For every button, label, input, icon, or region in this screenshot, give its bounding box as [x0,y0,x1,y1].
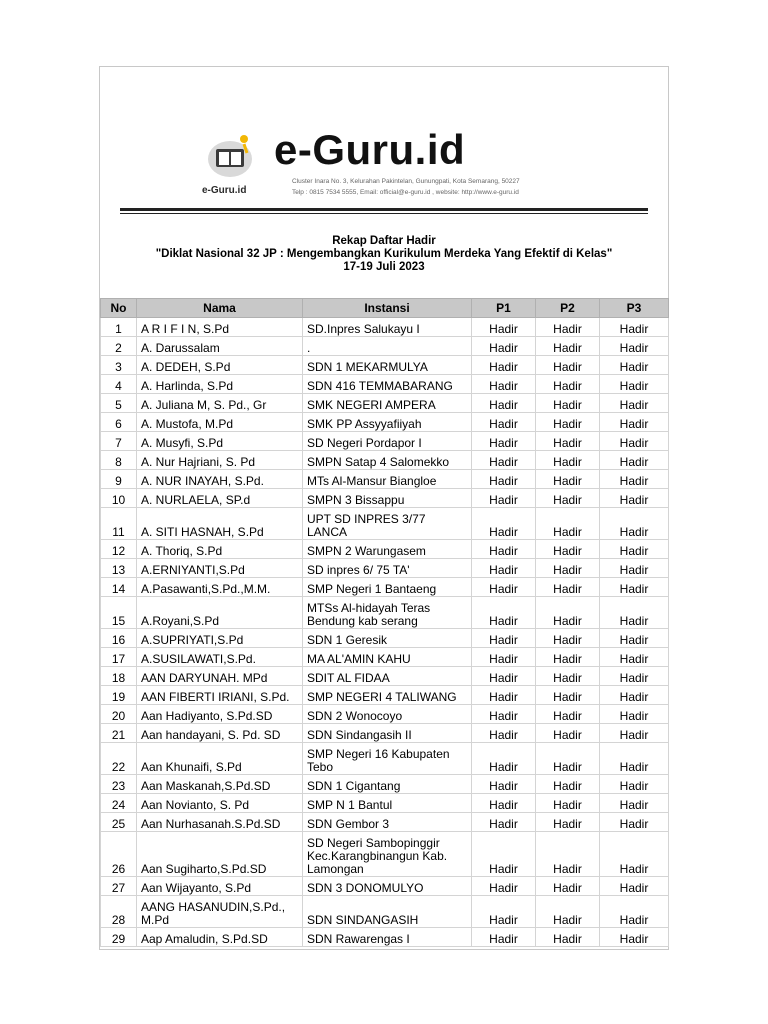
attendance-p3: Hadir [600,470,669,489]
row-number: 4 [101,375,137,394]
teacher-name: A. Musyfi, S.Pd [137,432,303,451]
attendance-p2: Hadir [536,508,600,540]
attendance-p2: Hadir [536,356,600,375]
attendance-p1: Hadir [472,629,536,648]
brand-name: e-Guru.id [274,126,466,173]
table-row [101,578,669,597]
attendance-p3: Hadir [600,743,669,775]
teacher-name: A.ERNIYANTI,S.Pd [137,559,303,578]
teacher-name: Aan Novianto, S. Pd [137,794,303,813]
institution: SMK PP Assyyafiiyah [303,413,472,432]
teacher-name: Aan Wijayanto, S.Pd [137,877,303,896]
table-row [101,540,669,559]
row-number: 10 [101,489,137,508]
row-number: 29 [101,928,137,947]
teacher-name: Aan Khunaifi, S.Pd [137,743,303,775]
table-row [101,705,669,724]
column-header: P2 [536,299,600,318]
teacher-name: A.SUSILAWATI,S.Pd. [137,648,303,667]
row-number: 20 [101,705,137,724]
attendance-p1: Hadir [472,813,536,832]
attendance-p1: Hadir [472,877,536,896]
attendance-p3: Hadir [600,775,669,794]
institution: SD inpres 6/ 75 TA' [303,559,472,578]
row-number: 15 [101,597,137,629]
attendance-p2: Hadir [536,877,600,896]
attendance-p1: Hadir [472,667,536,686]
attendance-p3: Hadir [600,356,669,375]
attendance-p1: Hadir [472,724,536,743]
attendance-p2: Hadir [536,318,600,337]
attendance-p2: Hadir [536,578,600,597]
institution: SMPN 2 Warungasem [303,540,472,559]
attendance-p2: Hadir [536,375,600,394]
attendance-p1: Hadir [472,775,536,794]
teacher-name: A R I F I N, S.Pd [137,318,303,337]
table-row [101,432,669,451]
attendance-p2: Hadir [536,413,600,432]
table-row [101,813,669,832]
attendance-p1: Hadir [472,794,536,813]
table-row [101,451,669,470]
attendance-p1: Hadir [472,394,536,413]
attendance-p1: Hadir [472,686,536,705]
teacher-name: A. Darussalam [137,337,303,356]
row-number: 26 [101,832,137,877]
row-number: 5 [101,394,137,413]
header-rule-thin [120,213,648,214]
institution: UPT SD INPRES 3/77 LANCA [303,508,472,540]
institution: MA AL'AMIN KAHU [303,648,472,667]
attendance-p1: Hadir [472,318,536,337]
table-row [101,318,669,337]
table-row [101,394,669,413]
attendance-p1: Hadir [472,648,536,667]
attendance-p1: Hadir [472,451,536,470]
institution: SDN 1 Cigantang [303,775,472,794]
teacher-name: Aan Maskanah,S.Pd.SD [137,775,303,794]
institution: SDIT AL FIDAA [303,667,472,686]
attendance-p3: Hadir [600,705,669,724]
attendance-sheet [99,66,669,950]
table-header-row [101,299,669,318]
attendance-p2: Hadir [536,540,600,559]
row-number: 9 [101,470,137,489]
row-number: 16 [101,629,137,648]
row-number: 2 [101,337,137,356]
attendance-p3: Hadir [600,597,669,629]
attendance-p3: Hadir [600,451,669,470]
row-number: 13 [101,559,137,578]
table-row [101,508,669,540]
table-body [101,318,669,947]
row-number: 21 [101,724,137,743]
attendance-p1: Hadir [472,489,536,508]
institution: SMP Negeri 1 Bantaeng [303,578,472,597]
attendance-p1: Hadir [472,432,536,451]
table-row [101,775,669,794]
attendance-p1: Hadir [472,896,536,928]
attendance-p1: Hadir [472,705,536,724]
attendance-p3: Hadir [600,896,669,928]
attendance-p3: Hadir [600,629,669,648]
attendance-p1: Hadir [472,540,536,559]
attendance-p1: Hadir [472,743,536,775]
teacher-name: A. Harlinda, S.Pd [137,375,303,394]
attendance-p2: Hadir [536,896,600,928]
row-number: 7 [101,432,137,451]
table-row [101,629,669,648]
teacher-name: AAN DARYUNAH. MPd [137,667,303,686]
attendance-p1: Hadir [472,375,536,394]
institution: MTSs Al-hidayah Teras Bendung kab serang [303,597,472,629]
row-number: 27 [101,877,137,896]
table-row [101,597,669,629]
institution: SMP NEGERI 4 TALIWANG [303,686,472,705]
teacher-name: A.Pasawanti,S.Pd.,M.M. [137,578,303,597]
attendance-p3: Hadir [600,375,669,394]
attendance-p2: Hadir [536,648,600,667]
table-row [101,743,669,775]
attendance-p3: Hadir [600,928,669,947]
table-row [101,667,669,686]
contact-line: Telp : 0815 7534 5555, Email: official@e-guru.id , website: http://www.e-guru.id [292,189,519,196]
attendance-p3: Hadir [600,832,669,877]
report-title [100,235,668,274]
attendance-p2: Hadir [536,394,600,413]
row-number: 14 [101,578,137,597]
attendance-p1: Hadir [472,597,536,629]
teacher-name: A. Nur Hajriani, S. Pd [137,451,303,470]
attendance-p3: Hadir [600,413,669,432]
table-row [101,877,669,896]
teacher-name: A. Thoriq, S.Pd [137,540,303,559]
teacher-name: A. Mustofa, M.Pd [137,413,303,432]
row-number: 24 [101,794,137,813]
institution: SDN 2 Wonocoyo [303,705,472,724]
attendance-p2: Hadir [536,743,600,775]
attendance-p3: Hadir [600,489,669,508]
row-number: 3 [101,356,137,375]
teacher-name: AAN FIBERTI IRIANI, S.Pd. [137,686,303,705]
attendance-p2: Hadir [536,337,600,356]
row-number: 8 [101,451,137,470]
institution: MTs Al-Mansur Biangloe [303,470,472,489]
attendance-p3: Hadir [600,508,669,540]
attendance-p2: Hadir [536,559,600,578]
institution: SMP N 1 Bantul [303,794,472,813]
teacher-name: Aan Sugiharto,S.Pd.SD [137,832,303,877]
institution: SDN Rawarengas I [303,928,472,947]
attendance-p2: Hadir [536,597,600,629]
table-row [101,489,669,508]
attendance-p2: Hadir [536,629,600,648]
teacher-name: AANG HASANUDIN,S.Pd., M.Pd [137,896,303,928]
attendance-p3: Hadir [600,877,669,896]
row-number: 12 [101,540,137,559]
institution: SDN 3 DONOMULYO [303,877,472,896]
teacher-name: Aap Amaludin, S.Pd.SD [137,928,303,947]
teacher-name: A.SUPRIYATI,S.Pd [137,629,303,648]
institution: SDN SINDANGASIH [303,896,472,928]
attendance-p3: Hadir [600,648,669,667]
header-rule-thick [120,208,648,211]
attendance-p3: Hadir [600,667,669,686]
institution: SDN 1 Geresik [303,629,472,648]
title-line-1: Rekap Daftar Hadir [332,235,436,247]
teacher-name: Aan handayani, S. Pd. SD [137,724,303,743]
attendance-p2: Hadir [536,470,600,489]
table-row [101,686,669,705]
table-row [101,832,669,877]
column-header: P3 [600,299,669,318]
institution: SDN 1 MEKARMULYA [303,356,472,375]
attendance-p1: Hadir [472,559,536,578]
table-row [101,724,669,743]
row-number: 1 [101,318,137,337]
attendance-p2: Hadir [536,489,600,508]
row-number: 17 [101,648,137,667]
teacher-name: A.Royani,S.Pd [137,597,303,629]
teacher-name: Aan Nurhasanah.S.Pd.SD [137,813,303,832]
attendance-p3: Hadir [600,540,669,559]
table-row [101,896,669,928]
attendance-p2: Hadir [536,832,600,877]
table-row [101,375,669,394]
institution: SD Negeri Pordapor I [303,432,472,451]
attendance-p2: Hadir [536,775,600,794]
book-logo-icon [206,131,254,181]
institution: SDN Gembor 3 [303,813,472,832]
table-row [101,928,669,947]
attendance-p1: Hadir [472,470,536,489]
table-row [101,470,669,489]
row-number: 22 [101,743,137,775]
attendance-p2: Hadir [536,432,600,451]
institution: . [303,337,472,356]
teacher-name: A. Juliana M, S. Pd., Gr [137,394,303,413]
attendance-p2: Hadir [536,813,600,832]
attendance-p3: Hadir [600,813,669,832]
attendance-p1: Hadir [472,356,536,375]
attendance-p3: Hadir [600,686,669,705]
attendance-p2: Hadir [536,667,600,686]
row-number: 23 [101,775,137,794]
attendance-p3: Hadir [600,724,669,743]
row-number: 6 [101,413,137,432]
attendance-p2: Hadir [536,451,600,470]
column-header: No [101,299,137,318]
attendance-p3: Hadir [600,578,669,597]
letterhead [100,67,668,213]
attendance-p2: Hadir [536,724,600,743]
teacher-name: A. NURLAELA, SP.d [137,489,303,508]
institution: SMPN 3 Bissappu [303,489,472,508]
institution: SMPN Satap 4 Salomekko [303,451,472,470]
teacher-name: A. NUR INAYAH, S.Pd. [137,470,303,489]
address-line: Cluster Inara No. 3, Kelurahan Pakintelan, Gunungpati, Kota Semarang, 50227 [292,178,520,185]
attendance-p3: Hadir [600,432,669,451]
column-header: Instansi [303,299,472,318]
attendance-p2: Hadir [536,705,600,724]
attendance-p2: Hadir [536,794,600,813]
attendance-p1: Hadir [472,832,536,877]
institution: SMP Negeri 16 Kabupaten Tebo [303,743,472,775]
row-number: 28 [101,896,137,928]
table-row [101,559,669,578]
attendance-p3: Hadir [600,318,669,337]
column-header: P1 [472,299,536,318]
table-row [101,648,669,667]
row-number: 25 [101,813,137,832]
attendance-p1: Hadir [472,928,536,947]
teacher-name: A. DEDEH, S.Pd [137,356,303,375]
attendance-p2: Hadir [536,928,600,947]
table-row [101,794,669,813]
logo-caption: e-Guru.id [202,185,247,196]
teacher-name: A. SITI HASNAH, S.Pd [137,508,303,540]
teacher-name: Aan Hadiyanto, S.Pd.SD [137,705,303,724]
attendance-p3: Hadir [600,559,669,578]
row-number: 11 [101,508,137,540]
table-row [101,356,669,375]
attendance-p1: Hadir [472,578,536,597]
row-number: 19 [101,686,137,705]
attendance-p1: Hadir [472,508,536,540]
attendance-p3: Hadir [600,794,669,813]
column-header: Nama [137,299,303,318]
title-line-3: 17-19 Juli 2023 [343,261,425,273]
institution: SDN 416 TEMMABARANG [303,375,472,394]
institution: SD.Inpres Salukayu I [303,318,472,337]
attendance-p3: Hadir [600,394,669,413]
table-row [101,413,669,432]
attendance-p1: Hadir [472,337,536,356]
table-row [101,337,669,356]
attendance-p1: Hadir [472,413,536,432]
institution: SDN Sindangasih II [303,724,472,743]
title-line-2: "Diklat Nasional 32 JP : Mengembangkan Kurikulum Merdeka Yang Efektif di Kelas" [155,248,613,260]
institution: SMK NEGERI AMPERA [303,394,472,413]
attendance-p3: Hadir [600,337,669,356]
institution: SD Negeri Sambopinggir Kec.Karangbinangun Kab. Lamongan [303,832,472,877]
attendance-table [100,298,669,947]
row-number: 18 [101,667,137,686]
attendance-p2: Hadir [536,686,600,705]
